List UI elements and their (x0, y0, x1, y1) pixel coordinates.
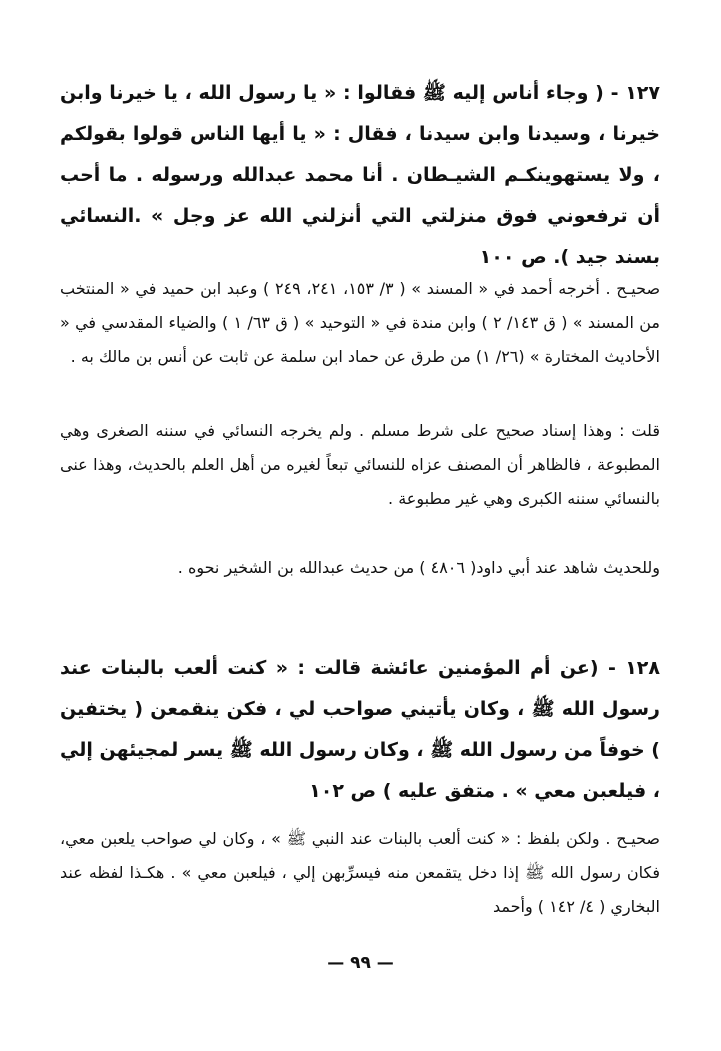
hadith-128-takhrij: صحيـح . ولكن بلفظ : « كنت ألعب بالبنات عند النبي ﷺ » ، وكان لي صواحب يلعبن معي، فكان رسول الله ﷺ إذا دخل يتقمعن منه فيسرِّبهن إلي ، فيلعبن معي » . هكـذا لفظه عند البخاري ( ٤/ ١٤٢ ) وأحمد (60, 829, 660, 916)
hadith-127-note: قلت : وهذا إسناد صحيح على شرط مسلم . ولم يخرجه النسائي في سننه الصغرى وهي المطبوعة ، فالظاهر أن المصنف عزاه للنسائي تبعاً لغيره من أهل العلم بالحديث، وهذا عنى بالنسائي سننه الكبرى وهي غير مطبوعة . (60, 421, 660, 508)
page-number: — ٩٩ — (327, 953, 394, 973)
hadith-127-text: ١٢٧ - ( وجاء أناس إليه ﷺ فقالوا : « يا رسول الله ، يا خيرنا وابن خيرنا ، وسيدنا وابن سيدنا ، فقال : « يا أيها الناس قولوا بقولكم ، ولا يستهوينكـم الشيـطان . أنا محمد عبدالله ورسوله . ما أحب أن ترفعوني فوق منزلتي التي أنزلني الله عز وجل » .النسائي بسند جيد ). ص ١٠٠ (60, 82, 660, 268)
hadith-128-text: ١٢٨ - (عن أم المؤمنين عائشة قالت : « كنت ألعب بالبنات عند رسول الله ﷺ ، وكان يأتيني صواحب لي ، فكن ينقمعن ( يختفين ) خوفاً من رسول الله ﷺ ، وكان رسول الله ﷺ يسر لمجيئهن إلي ، فيلعبن معي » . متفق عليه ) ص ١٠٢ (60, 657, 660, 802)
hadith-127-witness: وللحديث شاهد عند أبي داود( ٤٨٠٦ ) من حديث عبدالله بن الشخير نحوه . (177, 558, 660, 577)
hadith-127-takhrij: صحيـح . أخرجه أحمد في « المسند » ( ٣/ ١٥٣، ٢٤١، ٢٤٩ ) وعبد ابن حميد في « المنتخب من المسند » ( ق ١٤٣/ ٢ ) وابن مندة في « التوحيد » ( ق ٦٣/ ١ ) والضياء المقدسي في « الأحاديث المختارة » (٢٦/ ١) من طرق عن حماد ابن سلمة عن ثابت عن أنس بن مالك به . (60, 279, 661, 366)
